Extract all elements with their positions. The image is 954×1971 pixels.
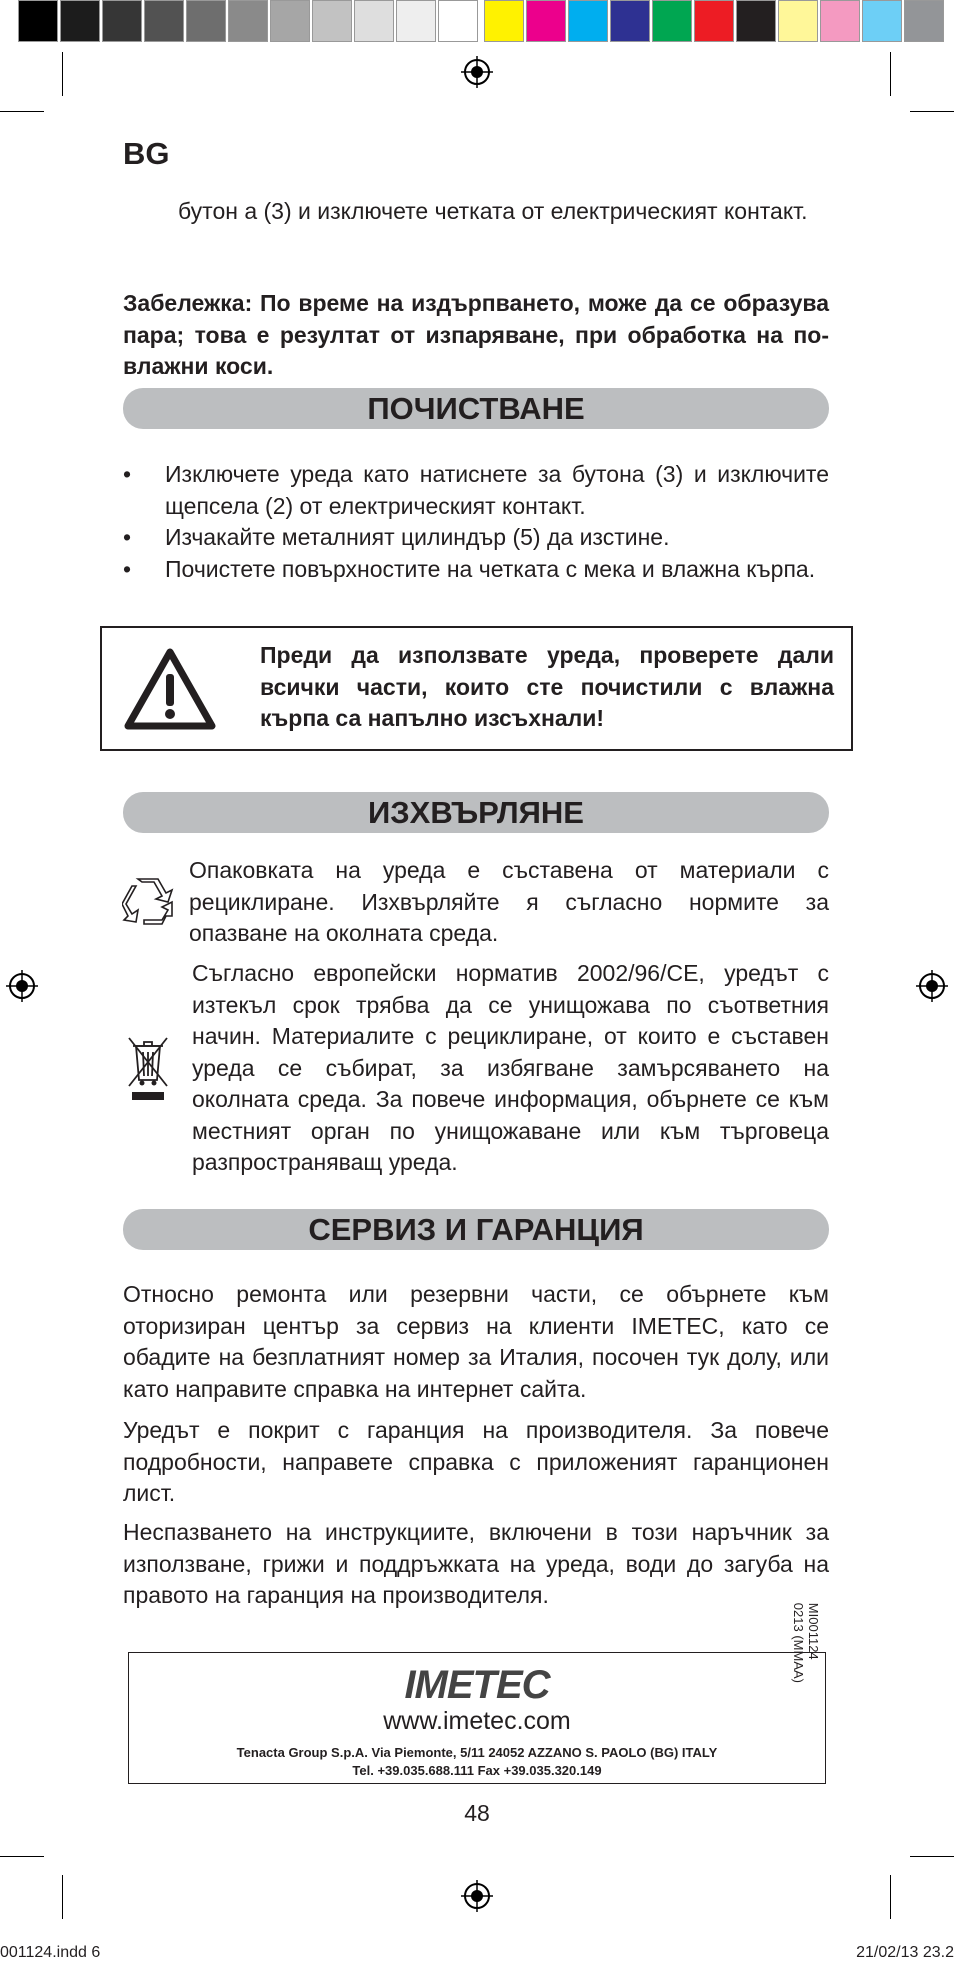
code-line: MI001124 xyxy=(806,1602,821,1660)
list-item: • Почистете повърхностите на четката с мека и влажна кърпа. xyxy=(123,554,829,586)
color-swatch xyxy=(862,0,902,42)
color-swatch xyxy=(270,0,310,42)
color-swatch xyxy=(652,0,692,42)
document-code xyxy=(791,1603,821,1683)
crop-mark xyxy=(910,1856,954,1857)
crop-mark xyxy=(0,1856,44,1857)
crop-mark xyxy=(0,111,44,112)
color-swatch xyxy=(694,0,734,42)
registration-mark-icon xyxy=(461,56,493,88)
warning-triangle-icon xyxy=(122,646,218,732)
color-swatch xyxy=(354,0,394,42)
warning-text: Преди да използвате уреда, проверете дали всички части, които сте почистили с влажна кърпа са напълно изсъхнали! xyxy=(260,642,834,731)
language-code: BG xyxy=(123,136,170,171)
section-title-disposal: ИЗХВЪРЛЯНЕ xyxy=(123,792,829,833)
section-title-cleaning: ПОЧИСТВАНЕ xyxy=(123,388,829,429)
color-swatch xyxy=(18,0,58,42)
page-number: 48 xyxy=(464,1800,490,1826)
color-swatch xyxy=(778,0,818,42)
list-item: • Изчакайте металният цилиндър (5) да изстине. xyxy=(123,522,829,554)
service-paragraph: Относно ремонта или резервни части, се обърнете към оторизиран център за сервиз на клиенти IMETEC, като се обадите на безплатният номер за Италия, посочен тук долу, или като направите справка на интернет сайта. xyxy=(123,1281,829,1402)
slug-file: 001124.indd 6 xyxy=(0,1944,101,1961)
color-swatch xyxy=(438,0,478,42)
address-line: Tenacta Group S.p.A. Via Piemonte, 5/11 24052 AZZANO S. PAOLO (BG) ITALY xyxy=(236,1745,718,1760)
color-swatch xyxy=(736,0,776,42)
disposal-weee-text: Съгласно европейски норматив 2002/96/CE, уредът с изтекъл срок трябва да се унищожава по съответния начин. Материалите с рециклиране, от които е съставен уреда се събират, за избягване замърсяването на околната среда. За повече информация, обърнете се към местният орган по унищожаване или към търговеца разпространяващ уреда. xyxy=(192,960,829,1175)
recycle-icon xyxy=(122,876,174,926)
registration-mark-icon xyxy=(916,970,948,1002)
crop-mark xyxy=(62,52,63,96)
crop-mark xyxy=(890,1875,891,1919)
crossed-bin-icon xyxy=(126,1036,170,1102)
intro-note: Забележка: По време на издърпването, може да се образува пара; това е резултат от изпаряване, при обработка на по-влажни коси. xyxy=(123,290,829,379)
registration-mark-icon xyxy=(461,1880,493,1912)
section-title-service: СЕРВИЗ И ГАРАНЦИЯ xyxy=(123,1209,829,1250)
color-swatch xyxy=(904,0,944,42)
color-swatch xyxy=(312,0,352,42)
color-swatch xyxy=(144,0,184,42)
crop-mark xyxy=(910,111,954,112)
cleaning-list xyxy=(123,459,829,585)
service-paragraph: Неспазването на инструкциите, включени в този наръчник за използване, грижи и поддръжката на уреда, води до загуба на правото на гаранция на производителя. xyxy=(123,1519,829,1608)
color-swatch xyxy=(526,0,566,42)
company-address xyxy=(129,1744,825,1780)
registration-mark-icon xyxy=(6,970,38,1002)
disposal-packaging-text: Опаковката на уреда е съставена от материали с рециклиране. Изхвърляйте я съгласно нормите за опазване на околната среда. xyxy=(189,857,829,946)
list-item: • Изключете уреда като натиснете за бутона (3) и изключите щепсела (2) от електрическият контакт. xyxy=(123,459,829,522)
color-swatch xyxy=(186,0,226,42)
color-swatch xyxy=(610,0,650,42)
warning-box xyxy=(100,626,853,751)
service-paragraph: Уредът е покрит с гаранция на производителя. За повече подробности, направете справка с приложеният гаранционен лист. xyxy=(123,1417,829,1506)
intro-continuation: бутон а (3) и изключете четката от електрическият контакт. xyxy=(178,198,808,224)
code-line: 0213 (MMAA) xyxy=(791,1602,806,1683)
color-swatch xyxy=(568,0,608,42)
crop-mark xyxy=(62,1875,63,1919)
color-swatch xyxy=(484,0,524,42)
phone-line: Tel. +39.035.688.111 Fax +39.035.320.149 xyxy=(352,1763,602,1778)
color-swatch xyxy=(60,0,100,42)
slug-date: 21/02/13 23.2 xyxy=(856,1944,954,1961)
color-swatch xyxy=(228,0,268,42)
website-link[interactable]: www.imetec.com xyxy=(383,1707,571,1735)
imetec-logo: IMETEC xyxy=(404,1663,550,1707)
company-footer-box xyxy=(128,1602,826,1784)
crop-mark xyxy=(890,52,891,96)
color-swatch xyxy=(396,0,436,42)
color-swatch xyxy=(102,0,142,42)
color-swatch xyxy=(820,0,860,42)
